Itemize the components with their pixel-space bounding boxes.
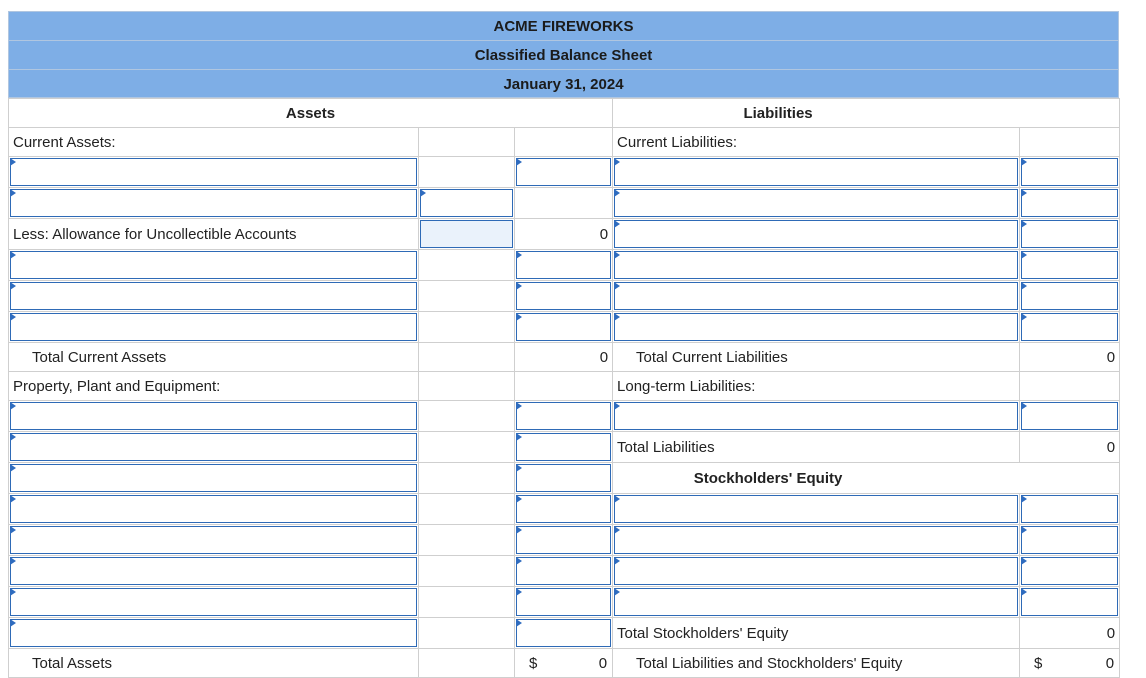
current-liability-name-input[interactable] [613,188,1020,219]
dropdown-arrow-icon[interactable] [10,588,16,596]
current-asset-name-input[interactable] [9,312,419,343]
current-liability-amount-input[interactable] [1020,281,1120,312]
dropdown-arrow-icon[interactable] [1021,220,1027,228]
total-liabilities-value: 0 [1020,432,1120,463]
dollar-sign: $ [1034,655,1043,672]
table-row [9,281,1120,312]
current-asset-name-input[interactable] [9,157,419,188]
dropdown-arrow-icon[interactable] [614,158,620,166]
table-row [9,463,1120,494]
current-asset-amount-input[interactable] [515,312,613,343]
ppe-name-input[interactable] [9,432,419,463]
empty-cell [515,372,613,401]
ppe-amount-input[interactable] [515,463,613,494]
dropdown-arrow-icon[interactable] [1021,526,1027,534]
total-equity-label: Total Stockholders' Equity [613,618,1020,649]
table-row [9,587,1120,618]
current-asset-amount-input[interactable] [515,281,613,312]
dropdown-arrow-icon[interactable] [10,402,16,410]
dropdown-arrow-icon[interactable] [516,588,522,596]
total-current-liabilities-label: Total Current Liabilities [613,343,1020,372]
current-asset-name-input[interactable] [9,250,419,281]
ppe-amount-input[interactable] [515,618,613,649]
total-equity-value: 0 [1020,618,1120,649]
empty-cell [419,281,515,312]
ppe-amount-input[interactable] [515,401,613,432]
equity-name-input[interactable] [613,587,1020,618]
current-liability-name-input[interactable] [613,250,1020,281]
ppe-amount-input[interactable] [515,494,613,525]
statement-date: January 31, 2024 [8,69,1119,98]
dropdown-arrow-icon[interactable] [10,526,16,534]
equity-amount-input[interactable] [1020,525,1120,556]
current-liability-name-input[interactable] [613,281,1020,312]
empty-cell [419,312,515,343]
net-receivables-value: 0 [515,219,613,250]
total-liab-equity-label: Total Liabilities and Stockholders' Equity [613,649,1020,678]
company-name: ACME FIREWORKS [8,11,1119,40]
table-row [9,618,1120,649]
current-liability-amount-input[interactable] [1020,188,1120,219]
current-liabilities-label: Current Liabilities: [613,128,1020,157]
table-row [9,188,1120,219]
current-liability-amount-input[interactable] [1020,312,1120,343]
current-assets-label: Current Assets: [9,128,419,157]
table-row [9,525,1120,556]
total-current-liabilities-value: 0 [1020,343,1120,372]
empty-cell [419,250,515,281]
empty-cell [419,463,515,494]
dropdown-arrow-icon[interactable] [516,402,522,410]
current-liability-name-input[interactable] [613,219,1020,250]
total-assets-label: Total Assets [9,649,419,678]
dropdown-arrow-icon[interactable] [614,220,620,228]
equity-name-input[interactable] [613,494,1020,525]
ppe-amount-input[interactable] [515,556,613,587]
ppe-amount-input[interactable] [515,432,613,463]
dropdown-arrow-icon[interactable] [1021,557,1027,565]
dropdown-arrow-icon[interactable] [1021,158,1027,166]
ppe-label: Property, Plant and Equipment: [9,372,419,401]
total-liab-equity-cell [1020,649,1120,678]
empty-cell [515,188,613,219]
dropdown-arrow-icon[interactable] [10,282,16,290]
dollar-sign: $ [529,655,538,672]
dropdown-arrow-icon[interactable] [1021,313,1027,321]
dropdown-arrow-icon[interactable] [516,495,522,503]
empty-cell [419,587,515,618]
dropdown-arrow-icon[interactable] [1021,495,1027,503]
equity-amount-input[interactable] [1020,587,1120,618]
dropdown-arrow-icon[interactable] [516,526,522,534]
dropdown-arrow-icon[interactable] [10,464,16,472]
empty-cell [419,343,515,372]
empty-cell [1020,128,1120,157]
total-assets-value: 0 [598,655,608,672]
dropdown-arrow-icon[interactable] [10,158,16,166]
dropdown-arrow-icon[interactable] [10,433,16,441]
table-row [9,401,1120,432]
dropdown-arrow-icon[interactable] [614,495,620,503]
ppe-name-input[interactable] [9,556,419,587]
empty-cell [419,618,515,649]
table-row [9,128,1120,157]
table-row [9,250,1120,281]
stockholders-equity-heading: Stockholders' Equity [613,463,1120,494]
ppe-amount-input[interactable] [515,587,613,618]
allowance-amount-input[interactable] [419,219,515,250]
balance-sheet-table [8,98,1120,678]
current-liability-amount-input[interactable] [1020,157,1120,188]
dropdown-arrow-icon[interactable] [1021,588,1027,596]
dropdown-arrow-icon[interactable] [516,557,522,565]
current-liability-name-input[interactable] [613,157,1020,188]
dropdown-arrow-icon[interactable] [516,282,522,290]
dropdown-arrow-icon[interactable] [516,313,522,321]
table-row [9,432,1120,463]
empty-cell [419,525,515,556]
long-term-liability-name-input[interactable] [613,401,1020,432]
total-liabilities-label: Total Liabilities [613,432,1020,463]
current-asset-amount-input[interactable] [515,157,613,188]
empty-cell [419,494,515,525]
equity-name-input[interactable] [613,525,1020,556]
ppe-name-input[interactable] [9,587,419,618]
long-term-liabilities-label: Long-term Liabilities: [613,372,1020,401]
total-assets-cell [515,649,613,678]
ppe-name-input[interactable] [9,525,419,556]
long-term-liability-amount-input[interactable] [1020,401,1120,432]
dropdown-arrow-icon[interactable] [614,526,620,534]
table-row [9,312,1120,343]
total-current-assets-value: 0 [515,343,613,372]
equity-name-input[interactable] [613,556,1020,587]
dropdown-arrow-icon[interactable] [10,557,16,565]
table-row [9,219,1120,250]
table-row [9,494,1120,525]
dropdown-arrow-icon[interactable] [516,464,522,472]
dropdown-arrow-icon[interactable] [614,313,620,321]
dropdown-arrow-icon[interactable] [516,619,522,627]
current-asset-amount-input[interactable] [515,250,613,281]
table-row [9,99,1120,128]
dropdown-arrow-icon[interactable] [614,588,620,596]
empty-cell [419,372,515,401]
dropdown-arrow-icon[interactable] [10,495,16,503]
ppe-amount-input[interactable] [515,525,613,556]
dropdown-arrow-icon[interactable] [614,251,620,259]
total-current-assets-label: Total Current Assets [9,343,419,372]
dropdown-arrow-icon[interactable] [1021,251,1027,259]
empty-cell [419,401,515,432]
dropdown-arrow-icon[interactable] [420,189,426,197]
table-row [9,556,1120,587]
liabilities-heading: Liabilities [613,99,1120,128]
empty-cell [419,432,515,463]
dropdown-arrow-icon[interactable] [516,433,522,441]
dropdown-arrow-icon[interactable] [614,402,620,410]
current-liability-name-input[interactable] [613,312,1020,343]
empty-cell [515,128,613,157]
table-row [9,343,1120,372]
current-liability-amount-input[interactable] [1020,219,1120,250]
allowance-label: Less: Allowance for Uncollectible Accounts [9,219,419,250]
equity-amount-input[interactable] [1020,556,1120,587]
empty-cell [419,556,515,587]
ppe-name-input[interactable] [9,401,419,432]
ppe-name-input[interactable] [9,463,419,494]
total-liab-equity-value: 0 [1105,655,1115,672]
table-row [9,649,1120,678]
equity-amount-input[interactable] [1020,494,1120,525]
current-liability-amount-input[interactable] [1020,250,1120,281]
ppe-name-input[interactable] [9,494,419,525]
receivable-amount-input[interactable] [419,188,515,219]
table-row [9,157,1120,188]
statement-title: Classified Balance Sheet [8,40,1119,69]
dropdown-arrow-icon[interactable] [1021,402,1027,410]
dropdown-arrow-icon[interactable] [614,557,620,565]
empty-cell [419,128,515,157]
dropdown-arrow-icon[interactable] [1021,189,1027,197]
dropdown-arrow-icon[interactable] [516,251,522,259]
empty-cell [419,157,515,188]
ppe-name-input[interactable] [9,618,419,649]
dropdown-arrow-icon[interactable] [10,619,16,627]
dropdown-arrow-icon[interactable] [10,189,16,197]
assets-heading: Assets [9,99,613,128]
dropdown-arrow-icon[interactable] [614,282,620,290]
current-asset-name-input[interactable] [9,281,419,312]
dropdown-arrow-icon[interactable] [10,251,16,259]
empty-cell [419,649,515,678]
dropdown-arrow-icon[interactable] [516,158,522,166]
dropdown-arrow-icon[interactable] [614,189,620,197]
receivable-name-input[interactable] [9,188,419,219]
dropdown-arrow-icon[interactable] [10,313,16,321]
empty-cell [1020,372,1120,401]
balance-sheet [8,11,1119,678]
table-row [9,372,1120,401]
dropdown-arrow-icon[interactable] [1021,282,1027,290]
